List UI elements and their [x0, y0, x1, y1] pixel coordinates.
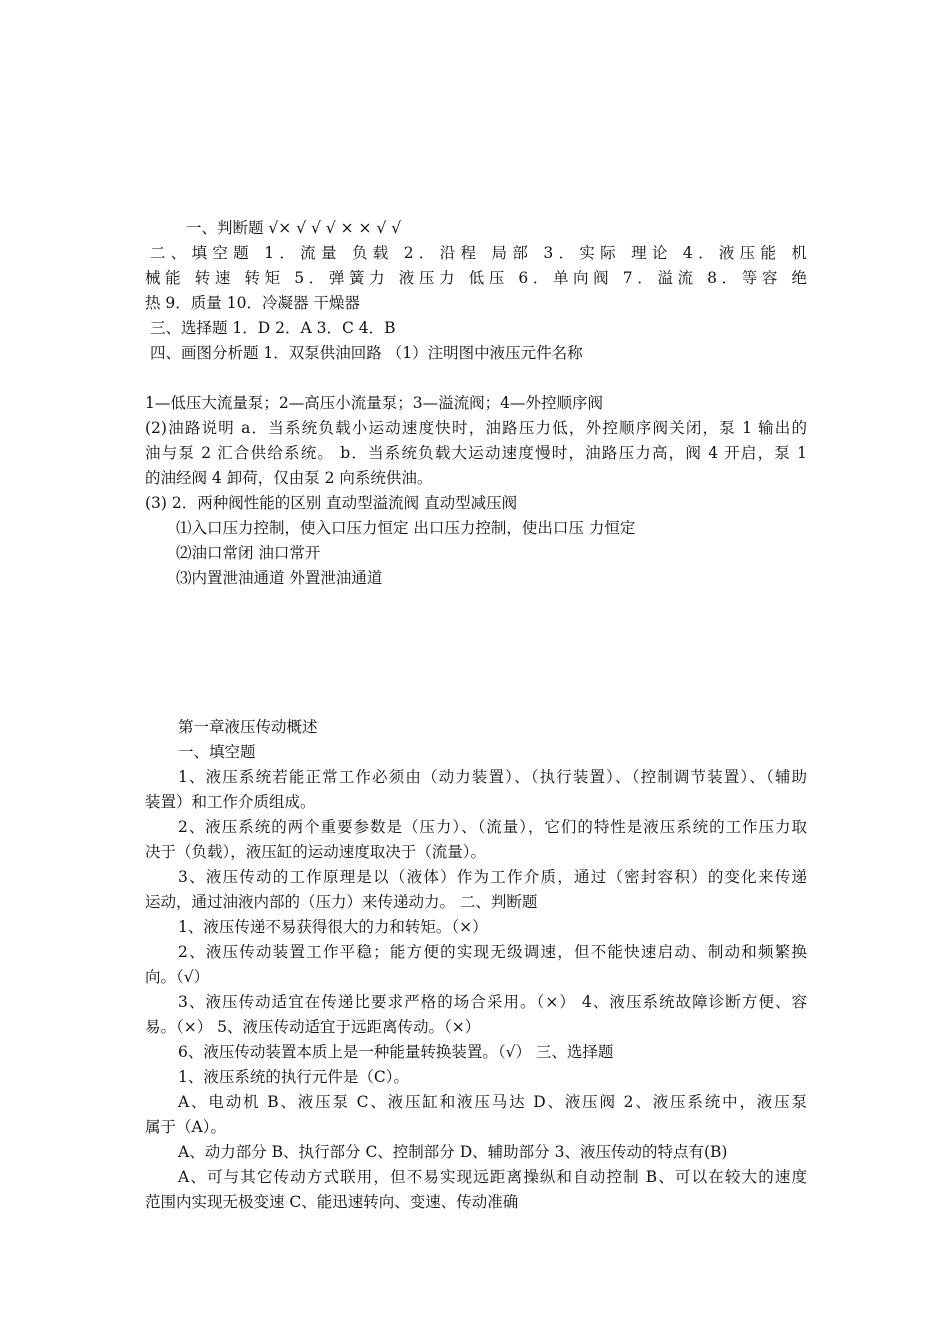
oil-circuit-line3: 的油经阀 4 卸荷，仅由泵 2 向系统供油。: [145, 469, 433, 487]
question-line: 决于（负载），液压缸的运动速度取决于（流量）。: [145, 843, 487, 861]
question-line: 运动，通过油液内部的（压力）来传递动力。 二、判断题: [145, 893, 538, 911]
question-line: 装置）和工作介质组成。: [145, 793, 316, 811]
question-line: 3、液压传动的工作原理是以（液体）作为工作介质，通过（密封容积）的变化来传递: [178, 868, 807, 886]
answers-judgement: 一、判断题 √× √ √ √ × × √ √: [186, 219, 402, 237]
answers-choice: 三、选择题 1．D 2．A 3．C 4．B: [150, 319, 396, 337]
question-line: 1、液压系统若能正常工作必须由（动力装置）、（执行装置）、（控制调节装置）、（辅助: [178, 768, 807, 786]
component-names: 1—低压大流量泵；2—高压小流量泵；3—溢流阀；4—外控顺序阀: [145, 394, 603, 412]
answers-fill-blank-line3: 热 9．质量 10．冷凝器 干燥器: [145, 294, 360, 312]
valve-difference-row2: ⑵油口常闭 油口常开: [176, 544, 321, 562]
question-line: 属于（A）。: [145, 1118, 226, 1136]
question-line: 2、液压传动装置工作平稳；能方便的实现无级调速，但不能快速启动、制动和频繁换: [178, 943, 807, 961]
question-line: 向。（√）: [145, 968, 210, 986]
oil-circuit-line2: 油与泵 2 汇合供给系统。 b．当系统负载大运动速度慢时，油路压力高，阀 4 开启，泵 1: [145, 444, 807, 462]
chapter-title: 第一章液压传动概述: [178, 718, 318, 736]
question-line: 范围内实现无极变速 C、能迅速转向、变速、传动准确: [145, 1193, 519, 1211]
section-fill-blank-heading: 一、填空题: [178, 743, 256, 761]
question-line: A、动力部分 B、执行部分 C、控制部分 D、辅助部分 3、液压传动的特点有(B): [178, 1143, 728, 1161]
valve-difference-row3: ⑶内置泄油通道 外置泄油通道: [176, 569, 383, 587]
question-line: 1、液压传递不易获得很大的力和转矩。（×）: [178, 918, 488, 936]
answers-diagram-heading: 四、画图分析题 1．双泵供油回路 （1）注明图中液压元件名称: [150, 344, 583, 362]
valve-difference-heading: (3) 2．两种阀性能的区别 直动型溢流阀 直动型减压阀: [145, 494, 518, 512]
question-line: 6、液压传动装置本质上是一种能量转换装置。（√） 三、选择题: [178, 1043, 614, 1061]
question-line: A、可与其它传动方式联用，但不易实现远距离操纵和自动控制 B、可以在较大的速度: [178, 1168, 807, 1186]
question-line: A、电动机 B、液压泵 C、液压缸和液压马达 D、液压阀 2、液压系统中，液压泵: [178, 1093, 807, 1111]
question-line: 1、液压系统的执行元件是（C）。: [178, 1068, 409, 1086]
valve-difference-row1: ⑴入口压力控制，使入口压力恒定 出口压力控制，使出口压 力恒定: [176, 519, 636, 537]
question-line: 3、液压传动适宜在传递比要求严格的场合采用。（×） 4、液压系统故障诊断方便、容: [178, 993, 807, 1011]
question-line: 2、液压系统的两个重要参数是（压力）、（流量），它们的特性是液压系统的工作压力取: [178, 818, 807, 836]
oil-circuit-line1: (2)油路说明 a．当系统负载小运动速度快时，油路压力低，外控顺序阀关闭，泵 1 输出的: [145, 419, 807, 437]
answers-fill-blank-line1: 二、填空题 1．流量 负载 2．沿程 局部 3．实际 理论 4．液压能 机: [150, 244, 807, 262]
question-line: 易。（×） 5、液压传动适宜于远距离传动。（×）: [145, 1018, 481, 1036]
answers-fill-blank-line2: 械能 转速 转矩 5．弹簧力 液压力 低压 6．单向阀 7．溢流 8．等容 绝: [145, 269, 807, 287]
